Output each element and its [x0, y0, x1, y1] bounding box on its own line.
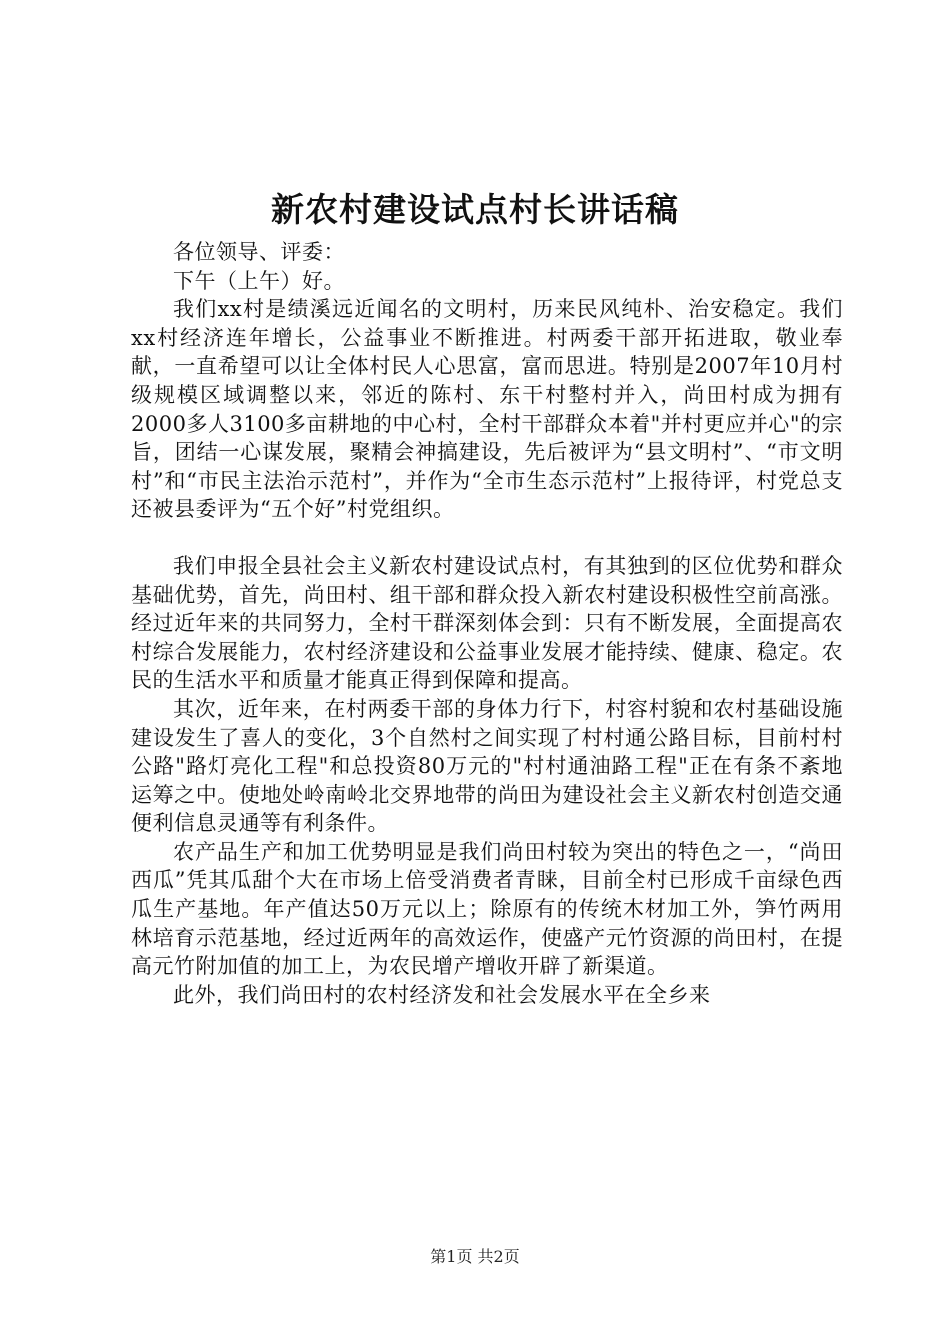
body-paragraph: 其次，近年来，在村两委干部的身体力行下，村容村貌和农村基础设施建设发生了喜人的变化，3个自然村之间实现了村村通公路目标，目前村村公路"路灯亮化工程"和总投资80万元的"村村通油路工程"正在有条不紊地运筹之中。使地处岭南岭北交界地带的尚田为建设社会主义新农村创造交通便利信息灵通等有利条件。: [131, 696, 843, 836]
body-paragraph: 我们xx村是绩溪远近闻名的文明村，历来民风纯朴、治安稳定。我们xx村经济连年增长，公益事业不断推进。村两委干部开拓进取，敬业奉献，一直希望可以让全体村民人心思富，富而思进。特别是2007年10月村级规模区域调整以来，邻近的陈村、东干村整村并入，尚田村成为拥有2000多人3100多亩耕地的中心村，全村干部群众本着"并村更应并心"的宗旨，团结一心谋发展，聚精会神搞建设，先后被评为“县文明村”、“市文明村”和“市民主法治示范村”，并作为“全市生态示范村”上报待评，村党总支还被县委评为“五个好”村党组织。: [131, 297, 843, 522]
body-paragraph: 农产品生产和加工优势明显是我们尚田村较为突出的特色之一，“尚田西瓜”凭其瓜甜个大在市场上倍受消费者青睐，目前全村已形成千亩绿色西瓜生产基地。年产值达50万元以上；除原有的传统木材加工外，笋竹两用林培育示范基地，经过近两年的高效运作，使盛产元竹资源的尚田村，在提高元竹附加值的加工上，为农民增产增收开辟了新渠道。: [131, 839, 843, 979]
document-body: [131, 238, 843, 1009]
greeting-paragraph: 各位领导、评委：: [173, 240, 345, 264]
document-title: 新农村建设试点村长讲话稿: [271, 190, 679, 229]
body-paragraph: 此外，我们尚田村的农村经济发和社会发展水平在全乡来: [173, 982, 711, 1007]
page-number-footer: 第1页 共2页: [430, 1247, 520, 1266]
body-paragraph: 我们申报全县社会主义新农村建设试点村，有其独到的区位优势和群众基础优势，首先，尚田村、组干部和群众投入新农村建设积极性空前高涨。经过近年来的共同努力，全村干群深刻体会到：只有不断发展，全面提高农村综合发展能力，农村经济建设和公益事业发展才能持续、健康、稳定。农民的生活水平和质量才能真正得到保障和提高。: [131, 553, 843, 693]
salutation-paragraph: 下午（上午）好。: [173, 268, 345, 293]
